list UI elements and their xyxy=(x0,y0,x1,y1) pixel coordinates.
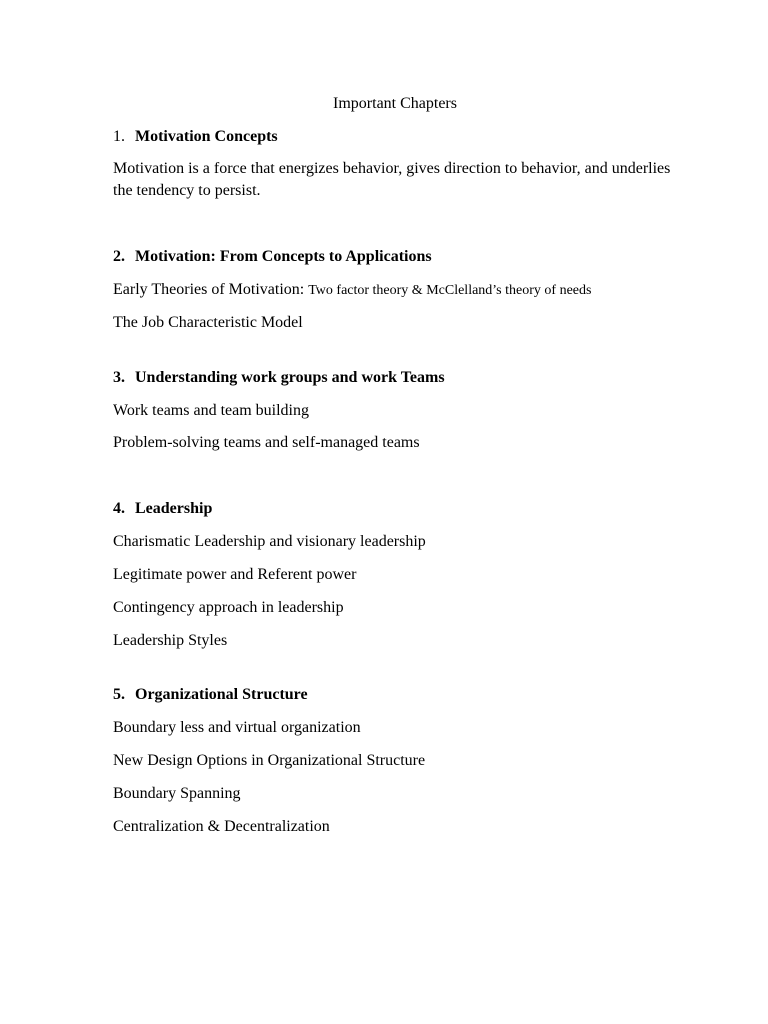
section-number: 1. xyxy=(113,128,125,145)
list-item: The Job Characteristic Model xyxy=(113,314,303,331)
list-item: Leadership Styles xyxy=(113,632,228,649)
list-item: New Design Options in Organizational Structure xyxy=(113,752,426,769)
section-title: Leadership xyxy=(135,500,213,517)
section-number: 2. xyxy=(113,248,125,265)
section-heading-5 xyxy=(113,685,308,705)
section-heading-2 xyxy=(113,247,432,267)
section-title: Organizational Structure xyxy=(135,686,308,703)
list-item: Problem-solving teams and self-managed teams xyxy=(113,434,420,451)
list-item: Work teams and team building xyxy=(113,402,309,419)
section-heading-4 xyxy=(113,499,212,519)
section-title: Motivation: From Concepts to Applications xyxy=(135,248,432,265)
list-item: Charismatic Leadership and visionary leadership xyxy=(113,533,426,550)
section-number: 5. xyxy=(113,686,125,703)
document-title: Important Chapters xyxy=(333,95,457,112)
section-title: Understanding work groups and work Teams xyxy=(135,369,445,386)
list-item-lead: Early Theories of Motivation: xyxy=(113,281,305,298)
section-1-paragraph: Motivation is a force that energizes behavior, gives direction to behavior, and underlies the tendency to persist. xyxy=(113,160,671,199)
section-heading-3 xyxy=(113,368,445,388)
list-item xyxy=(113,279,591,302)
section-number: 3. xyxy=(113,369,125,386)
list-item: Centralization & Decentralization xyxy=(113,818,330,835)
list-item: Boundary Spanning xyxy=(113,785,241,802)
list-item-detail: Two factor theory & McClelland’s theory of needs xyxy=(308,283,592,298)
list-item: Boundary less and virtual organization xyxy=(113,719,361,736)
section-heading-1 xyxy=(113,127,278,147)
section-title: Motivation Concepts xyxy=(135,128,278,145)
list-item: Contingency approach in leadership xyxy=(113,599,344,616)
section-number: 4. xyxy=(113,500,125,517)
list-item: Legitimate power and Referent power xyxy=(113,566,357,583)
